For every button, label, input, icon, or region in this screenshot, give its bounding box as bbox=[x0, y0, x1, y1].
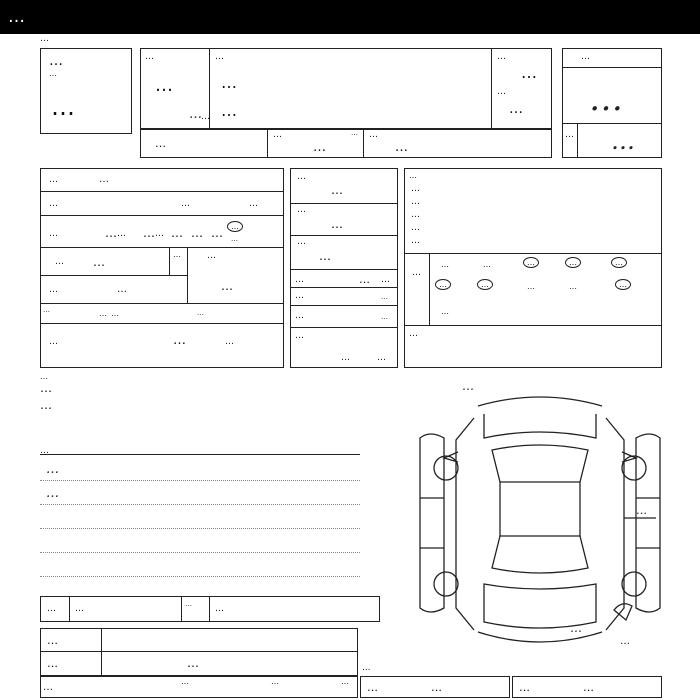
fw-flaws: … bbox=[75, 604, 84, 614]
model-label: … bbox=[215, 52, 224, 62]
fuel-label: … bbox=[297, 237, 306, 247]
car-rear-left-wheel bbox=[434, 572, 458, 596]
registration-box bbox=[40, 628, 358, 676]
car-front-left-wheel bbox=[434, 456, 458, 480]
form-subtitle: … bbox=[40, 34, 49, 44]
car-right-side bbox=[606, 418, 624, 630]
aircon-value: … bbox=[331, 217, 343, 231]
equip-genuine-aw: … bbox=[483, 260, 491, 269]
score-value: … bbox=[589, 79, 623, 119]
doors-value: … bbox=[521, 63, 537, 82]
aircon-label: … bbox=[297, 205, 306, 215]
details-box bbox=[40, 168, 284, 368]
equip-sunroof: … bbox=[441, 260, 449, 269]
mileage-sen-unit: … bbox=[155, 229, 164, 239]
displacement-value: … bbox=[313, 140, 326, 155]
chassis-label: … bbox=[47, 657, 58, 670]
equipment-label: … bbox=[412, 268, 421, 278]
color-value: … bbox=[93, 255, 105, 269]
model-year-handle: … bbox=[111, 309, 119, 318]
car-left-side bbox=[456, 418, 474, 630]
car-rear-bumper bbox=[478, 632, 602, 642]
car-front-right-wheel bbox=[622, 456, 646, 480]
side-mark: … bbox=[636, 504, 647, 517]
car-left-door-line bbox=[420, 498, 444, 548]
car-windshield bbox=[492, 445, 588, 482]
sales-point-item: … bbox=[411, 223, 420, 233]
load-unit: … bbox=[381, 293, 388, 301]
after-date-label: … bbox=[409, 329, 418, 339]
mileage-km: … bbox=[227, 221, 243, 232]
chassis-value: … bbox=[187, 656, 199, 670]
displacement-unit: … bbox=[351, 129, 358, 137]
tools-box bbox=[360, 676, 510, 698]
recycle-unit: … bbox=[225, 337, 234, 347]
interior-grade: … bbox=[611, 127, 635, 155]
color-no-value: … bbox=[221, 279, 233, 293]
capacity-value: … bbox=[359, 273, 370, 286]
lot-year-tag: … bbox=[49, 69, 57, 78]
jack-value: … bbox=[583, 681, 594, 694]
mileage-digit: … bbox=[211, 226, 223, 240]
doors-label: … bbox=[497, 52, 506, 62]
registration-no-label: … bbox=[47, 634, 58, 647]
notes-line: … bbox=[40, 398, 52, 412]
color-no-label: … bbox=[207, 251, 216, 261]
tools-value: … bbox=[431, 681, 442, 694]
inspector-line: … bbox=[46, 462, 59, 477]
notes-line: … bbox=[40, 381, 52, 395]
model-code-label: … bbox=[369, 130, 378, 140]
rear-mark: … bbox=[570, 621, 582, 635]
interior-label: … bbox=[565, 130, 574, 140]
shift-label: … bbox=[297, 172, 306, 182]
sales-point-item: … bbox=[411, 210, 420, 220]
car-rear-right-wheel bbox=[622, 572, 646, 596]
serial-cm: … bbox=[181, 677, 189, 686]
damage-legend: … bbox=[362, 663, 371, 673]
fuel-value: … bbox=[319, 249, 331, 263]
spare-label: … bbox=[620, 636, 630, 647]
lot-box bbox=[40, 48, 132, 134]
year-era: … bbox=[155, 75, 173, 96]
mileage-digit: … bbox=[171, 226, 183, 240]
car-diagram bbox=[400, 378, 680, 668]
interior-flaws: … bbox=[215, 604, 224, 614]
drive-value: … bbox=[155, 137, 166, 150]
doc-period-label: … bbox=[295, 331, 304, 341]
recycle-label: … bbox=[49, 337, 58, 347]
repaint-label: … bbox=[173, 250, 181, 259]
lot-label: … bbox=[49, 53, 63, 69]
color-label: … bbox=[55, 257, 64, 267]
mileage-digit: … bbox=[191, 226, 203, 240]
serial-label: … bbox=[43, 682, 53, 693]
score-label: … bbox=[581, 52, 590, 62]
car-left-panel bbox=[420, 434, 444, 612]
inspector-line: … bbox=[46, 486, 59, 501]
model-year-dealer: … bbox=[197, 309, 204, 317]
jack-label: … bbox=[519, 681, 530, 694]
equip-abs: … bbox=[611, 257, 627, 268]
gross-weight-unit: … bbox=[381, 313, 388, 321]
shift-value: … bbox=[331, 183, 343, 197]
fw-label: … bbox=[47, 604, 56, 614]
sales-point-item: … bbox=[411, 197, 420, 207]
capacity-label: … bbox=[295, 275, 304, 285]
notes-label: … bbox=[40, 372, 48, 381]
car-rear-window bbox=[492, 536, 588, 573]
displacement-label: … bbox=[273, 130, 282, 140]
warranty-label: … bbox=[49, 285, 58, 295]
spec-row bbox=[140, 128, 552, 158]
car-right-panel bbox=[636, 434, 660, 612]
lot-number: … bbox=[51, 93, 75, 121]
capacity-unit: … bbox=[381, 275, 390, 285]
navi-model-label: … bbox=[441, 307, 449, 316]
equip-power-steering: … bbox=[523, 257, 539, 268]
sales-point-item: … bbox=[411, 184, 420, 194]
mileage-man: … bbox=[105, 226, 117, 240]
equip-airbag: … bbox=[615, 279, 631, 290]
banner-title: … bbox=[0, 0, 700, 34]
year-month-suffix: … bbox=[201, 112, 210, 122]
spec-box bbox=[290, 168, 398, 368]
model-year-label: … bbox=[43, 306, 50, 314]
doc-period-month: … bbox=[341, 353, 350, 363]
mileage-man-unit: … bbox=[117, 229, 126, 239]
model-name: … bbox=[221, 73, 237, 92]
inspection-year: … bbox=[181, 199, 190, 209]
history-label: … bbox=[49, 175, 58, 185]
inspector-label: … bbox=[40, 446, 49, 456]
mileage-label: … bbox=[49, 229, 58, 239]
mileage-sen: … bbox=[143, 226, 155, 240]
recycle-value: … bbox=[173, 333, 186, 348]
car-hood bbox=[484, 414, 596, 438]
score-box bbox=[562, 48, 662, 158]
shape-value: … bbox=[509, 101, 523, 117]
equip-aftermarket-navi: … bbox=[569, 282, 577, 291]
grade-value: … bbox=[221, 101, 237, 120]
seat-label: … bbox=[185, 600, 192, 608]
model-year-year: … bbox=[99, 309, 107, 318]
vehicle-header-box bbox=[140, 48, 552, 130]
fw-row bbox=[40, 596, 380, 622]
sales-box bbox=[404, 168, 662, 368]
mileage-mile: … bbox=[231, 235, 238, 243]
gross-weight-label: … bbox=[295, 311, 304, 321]
load-label: … bbox=[295, 291, 304, 301]
year-month: … bbox=[189, 107, 202, 122]
tools-label: … bbox=[367, 681, 378, 694]
equip-power-window: … bbox=[565, 257, 581, 268]
sales-point-item: … bbox=[411, 236, 420, 246]
serial-box bbox=[40, 676, 358, 698]
jack-box bbox=[512, 676, 662, 698]
inspection-month: … bbox=[249, 199, 258, 209]
equip-genuine-tv: … bbox=[435, 279, 451, 290]
sales-points-label: … bbox=[409, 171, 417, 180]
warranty-options: … bbox=[117, 284, 127, 295]
doc-period-day: … bbox=[377, 353, 386, 363]
serial-cm: … bbox=[271, 677, 279, 686]
model-code-value: … bbox=[395, 140, 408, 155]
car-roof bbox=[500, 482, 580, 536]
equip-genuine-navi: … bbox=[477, 279, 493, 290]
shape-label: … bbox=[497, 87, 506, 97]
front-mark: … bbox=[462, 379, 474, 393]
car-front-bumper bbox=[478, 397, 602, 406]
serial-cm: … bbox=[341, 677, 349, 686]
inspection-label: … bbox=[49, 199, 58, 209]
history-value: … bbox=[99, 174, 109, 185]
year-label: … bbox=[145, 52, 154, 62]
equip-leather-seat: … bbox=[527, 282, 535, 291]
